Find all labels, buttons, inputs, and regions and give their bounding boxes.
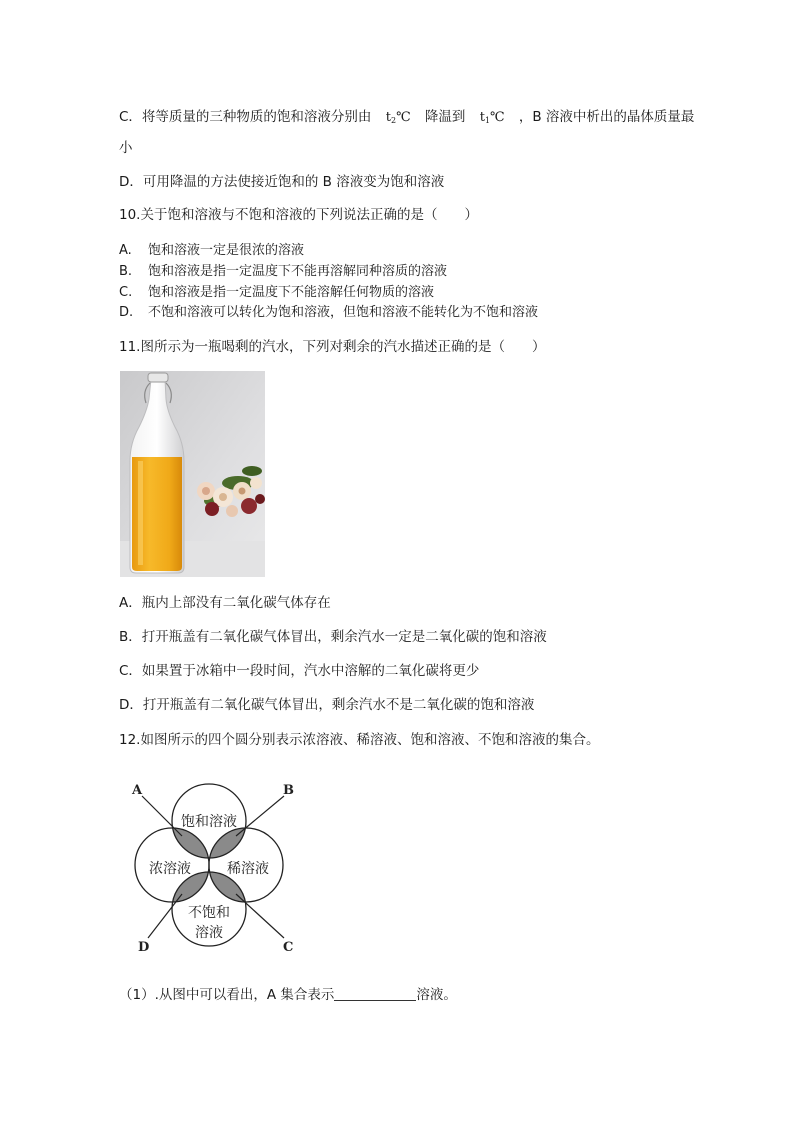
q10-stem: 10.关于饱和溶液与不饱和溶液的下列说法正确的是（ ） <box>119 207 478 223</box>
q10-option-d: D. 不饱和溶液可以转化为饱和溶液，但饱和溶液不能转化为不饱和溶液 <box>119 305 539 320</box>
label-b: B <box>283 783 294 798</box>
pointer-line-d <box>148 894 182 938</box>
q10-option-c: C. 饱和溶液是指一定温度下不能溶解任何物质的溶液 <box>119 285 435 300</box>
label-saturated: 饱和溶液 <box>181 814 237 830</box>
q9-option-c-text-c: ，B 溶液中析出的晶体质量最 <box>518 109 695 125</box>
q12-sub1-text-b: 溶液。 <box>416 987 457 1003</box>
q12-sub1-text-a: （1）.从图中可以看出，A 集合表示 <box>119 987 335 1003</box>
label-concentrated: 浓溶液 <box>149 861 191 877</box>
temperature-t1: $t_1℃$ <box>479 110 505 125</box>
q9-option-c <box>119 108 694 130</box>
label-unsaturated-1: 不饱和 <box>188 905 230 921</box>
q12-sub1 <box>119 986 457 1004</box>
temperature-t2: $t_2℃$ <box>385 110 411 125</box>
bottle-cap <box>148 373 168 382</box>
q11-stem: 11.图所示为一瓶喝剩的汽水，下列对剩余的汽水描述正确的是（ ） <box>119 339 546 355</box>
q9-option-c-wrap: 小 <box>119 140 133 156</box>
soda-bottle-photo <box>120 371 265 577</box>
pointer-line-c <box>236 894 284 938</box>
label-a: A <box>132 783 143 798</box>
q10-option-b: B. 饱和溶液是指一定温度下不能再溶解同种溶质的溶液 <box>119 264 448 279</box>
q11-option-c: C．如果置于冰箱中一段时间，汽水中溶解的二氧化碳将更少 <box>119 663 480 679</box>
label-d: D <box>138 940 150 955</box>
q11-option-b: B．打开瓶盖有二氧化碳气体冒出，剩余汽水一定是二氧化碳的饱和溶液 <box>119 629 547 645</box>
q9-option-d: D．可用降温的方法使接近饱和的 B 溶液变为饱和溶液 <box>119 174 445 190</box>
label-c: C <box>283 940 294 955</box>
q11-option-a: A．瓶内上部没有二氧化碳气体存在 <box>119 595 331 611</box>
q9-option-c-text-a: C．将等质量的三种物质的饱和溶液分别由 <box>119 109 372 125</box>
q10-option-a: A. 饱和溶液一定是很浓的溶液 <box>119 243 305 258</box>
venn-diagram <box>120 776 310 958</box>
q9-option-c-text-b: 降温到 <box>424 109 466 125</box>
answer-blank[interactable] <box>334 988 416 1001</box>
q12-stem: 12.如图所示的四个圆分别表示浓溶液、稀溶液、饱和溶液、不饱和溶液的集合。 <box>119 732 600 748</box>
pointer-line-b <box>236 796 284 836</box>
label-unsaturated-2: 溶液 <box>195 925 223 941</box>
label-dilute: 稀溶液 <box>227 861 269 877</box>
q11-option-d: D．打开瓶盖有二氧化碳气体冒出，剩余汽水不是二氧化碳的饱和溶液 <box>119 697 535 713</box>
